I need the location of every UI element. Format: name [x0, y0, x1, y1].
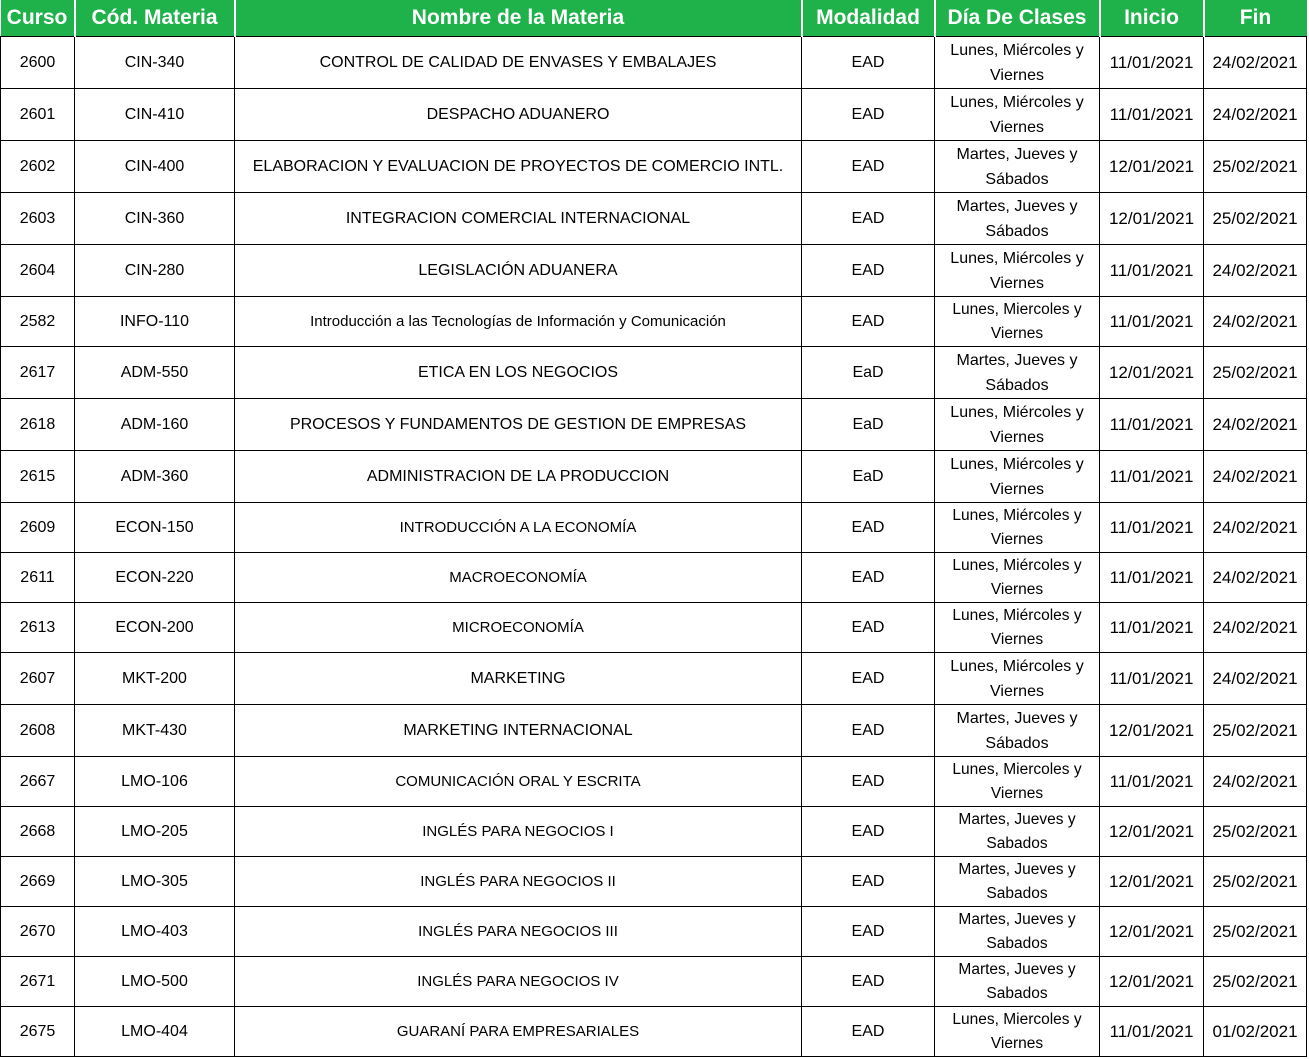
cell-nombre: LEGISLACIÓN ADUANERA	[235, 245, 802, 297]
cell-inicio: 11/01/2021	[1100, 653, 1204, 705]
cell-fin: 24/02/2021	[1204, 399, 1307, 451]
cell-fin: 24/02/2021	[1204, 757, 1307, 807]
cell-modalidad: EAD	[802, 957, 935, 1007]
cell-codigo: LMO-205	[75, 807, 235, 857]
table-row	[1, 503, 1307, 553]
cell-curso: 2603	[1, 193, 75, 245]
cell-fin: 24/02/2021	[1204, 553, 1307, 603]
cell-curso: 2618	[1, 399, 75, 451]
cell-dia: Lunes, Miercoles y Viernes	[935, 757, 1100, 807]
cell-codigo: LMO-404	[75, 1007, 235, 1057]
cell-nombre: INTRODUCCIÓN A LA ECONOMÍA	[235, 503, 802, 553]
table-row	[1, 347, 1307, 399]
cell-nombre: GUARANÍ PARA EMPRESARIALES	[235, 1007, 802, 1057]
cell-codigo: ECON-220	[75, 553, 235, 603]
cell-curso: 2675	[1, 1007, 75, 1057]
cell-modalidad: EAD	[802, 807, 935, 857]
cell-dia: Lunes, Miércoles y Viernes	[935, 37, 1100, 89]
cell-inicio: 12/01/2021	[1100, 957, 1204, 1007]
cell-dia: Lunes, Miércoles y Viernes	[935, 503, 1100, 553]
cell-curso: 2671	[1, 957, 75, 1007]
cell-inicio: 11/01/2021	[1100, 757, 1204, 807]
header-row	[1, 0, 1307, 37]
cell-modalidad: EAD	[802, 907, 935, 957]
cell-codigo: ADM-160	[75, 399, 235, 451]
table-row	[1, 245, 1307, 297]
cell-inicio: 11/01/2021	[1100, 553, 1204, 603]
header-fin: Fin	[1204, 0, 1307, 37]
cell-modalidad: EAD	[802, 757, 935, 807]
cell-curso: 2600	[1, 37, 75, 89]
cell-curso: 2602	[1, 141, 75, 193]
cell-modalidad: EAD	[802, 603, 935, 653]
cell-fin: 25/02/2021	[1204, 807, 1307, 857]
cell-dia: Martes, Jueves y Sábados	[935, 705, 1100, 757]
cell-inicio: 12/01/2021	[1100, 193, 1204, 245]
cell-codigo: ADM-550	[75, 347, 235, 399]
cell-nombre: Introducción a las Tecnologías de Información y Comunicación	[235, 297, 802, 347]
cell-fin: 25/02/2021	[1204, 705, 1307, 757]
cell-nombre: ADMINISTRACION DE LA PRODUCCION	[235, 451, 802, 503]
cell-dia: Lunes, Miércoles y Viernes	[935, 653, 1100, 705]
cell-fin: 24/02/2021	[1204, 297, 1307, 347]
cell-nombre: INGLÉS PARA NEGOCIOS II	[235, 857, 802, 907]
cell-modalidad: EAD	[802, 245, 935, 297]
table-row	[1, 705, 1307, 757]
cell-dia: Martes, Jueves y Sábados	[935, 193, 1100, 245]
cell-nombre: ETICA EN LOS NEGOCIOS	[235, 347, 802, 399]
table-row	[1, 451, 1307, 503]
cell-fin: 25/02/2021	[1204, 857, 1307, 907]
cell-nombre: COMUNICACIÓN ORAL Y ESCRITA	[235, 757, 802, 807]
cell-curso: 2615	[1, 451, 75, 503]
cell-dia: Lunes, Miércoles y Viernes	[935, 89, 1100, 141]
cell-curso: 2667	[1, 757, 75, 807]
cell-curso: 2617	[1, 347, 75, 399]
cell-fin: 24/02/2021	[1204, 37, 1307, 89]
cell-dia: Lunes, Miércoles y Viernes	[935, 245, 1100, 297]
table-row	[1, 193, 1307, 245]
table-row	[1, 141, 1307, 193]
header-nombre: Nombre de la Materia	[235, 0, 802, 37]
cell-nombre: INTEGRACION COMERCIAL INTERNACIONAL	[235, 193, 802, 245]
cell-codigo: MKT-200	[75, 653, 235, 705]
cell-codigo: CIN-280	[75, 245, 235, 297]
cell-codigo: LMO-106	[75, 757, 235, 807]
cell-nombre: ELABORACION Y EVALUACION DE PROYECTOS DE COMERCIO INTL.	[235, 141, 802, 193]
cell-nombre: INGLÉS PARA NEGOCIOS I	[235, 807, 802, 857]
table-row	[1, 757, 1307, 807]
cell-nombre: CONTROL DE CALIDAD DE ENVASES Y EMBALAJES	[235, 37, 802, 89]
header-inicio: Inicio	[1100, 0, 1204, 37]
cell-fin: 24/02/2021	[1204, 653, 1307, 705]
cell-codigo: LMO-305	[75, 857, 235, 907]
cell-fin: 25/02/2021	[1204, 193, 1307, 245]
cell-modalidad: EaD	[802, 347, 935, 399]
cell-inicio: 12/01/2021	[1100, 857, 1204, 907]
header-curso: Curso	[1, 0, 75, 37]
cell-curso: 2582	[1, 297, 75, 347]
table-row	[1, 297, 1307, 347]
cell-nombre: INGLÉS PARA NEGOCIOS III	[235, 907, 802, 957]
cell-nombre: DESPACHO ADUANERO	[235, 89, 802, 141]
cell-codigo: ECON-200	[75, 603, 235, 653]
cell-fin: 25/02/2021	[1204, 141, 1307, 193]
cell-codigo: INFO-110	[75, 297, 235, 347]
cell-codigo: ADM-360	[75, 451, 235, 503]
header-modalidad: Modalidad	[802, 0, 935, 37]
cell-codigo: ECON-150	[75, 503, 235, 553]
cell-inicio: 11/01/2021	[1100, 89, 1204, 141]
table-row	[1, 807, 1307, 857]
cell-codigo: MKT-430	[75, 705, 235, 757]
cell-modalidad: EAD	[802, 857, 935, 907]
cell-nombre: PROCESOS Y FUNDAMENTOS DE GESTION DE EMPRESAS	[235, 399, 802, 451]
table-row	[1, 1007, 1307, 1057]
cell-modalidad: EAD	[802, 705, 935, 757]
cell-inicio: 12/01/2021	[1100, 807, 1204, 857]
cell-dia: Martes, Jueves y Sabados	[935, 907, 1100, 957]
cell-inicio: 11/01/2021	[1100, 245, 1204, 297]
cell-inicio: 11/01/2021	[1100, 1007, 1204, 1057]
cell-curso: 2613	[1, 603, 75, 653]
cell-dia: Lunes, Miércoles y Viernes	[935, 603, 1100, 653]
cell-dia: Lunes, Miércoles y Viernes	[935, 553, 1100, 603]
cell-modalidad: EaD	[802, 399, 935, 451]
cell-inicio: 11/01/2021	[1100, 399, 1204, 451]
cell-inicio: 12/01/2021	[1100, 141, 1204, 193]
cell-fin: 25/02/2021	[1204, 957, 1307, 1007]
cell-modalidad: EaD	[802, 451, 935, 503]
cell-curso: 2607	[1, 653, 75, 705]
cell-curso: 2608	[1, 705, 75, 757]
header-codigo: Cód. Materia	[75, 0, 235, 37]
cell-dia: Martes, Jueves y Sabados	[935, 957, 1100, 1007]
cell-curso: 2668	[1, 807, 75, 857]
cell-dia: Lunes, Miercoles y Viernes	[935, 1007, 1100, 1057]
cell-dia: Lunes, Miércoles y Viernes	[935, 451, 1100, 503]
cell-nombre: INGLÉS PARA NEGOCIOS IV	[235, 957, 802, 1007]
cell-nombre: MARKETING	[235, 653, 802, 705]
cell-modalidad: EAD	[802, 37, 935, 89]
table-row	[1, 399, 1307, 451]
table-row	[1, 653, 1307, 705]
cell-inicio: 12/01/2021	[1100, 705, 1204, 757]
cell-dia: Lunes, Miercoles y Viernes	[935, 297, 1100, 347]
cell-dia: Martes, Jueves y Sábados	[935, 141, 1100, 193]
cell-codigo: LMO-500	[75, 957, 235, 1007]
table-row	[1, 603, 1307, 653]
cell-codigo: CIN-410	[75, 89, 235, 141]
header-dia: Día De Clases	[935, 0, 1100, 37]
cell-fin: 24/02/2021	[1204, 603, 1307, 653]
cell-dia: Martes, Jueves y Sabados	[935, 857, 1100, 907]
table-row	[1, 553, 1307, 603]
cell-modalidad: EAD	[802, 553, 935, 603]
cell-modalidad: EAD	[802, 193, 935, 245]
cell-dia: Martes, Jueves y Sabados	[935, 807, 1100, 857]
table-row	[1, 37, 1307, 89]
cell-modalidad: EAD	[802, 653, 935, 705]
cell-modalidad: EAD	[802, 297, 935, 347]
cell-modalidad: EAD	[802, 89, 935, 141]
cell-nombre: MARKETING INTERNACIONAL	[235, 705, 802, 757]
cell-inicio: 11/01/2021	[1100, 603, 1204, 653]
cell-fin: 01/02/2021	[1204, 1007, 1307, 1057]
cell-codigo: CIN-360	[75, 193, 235, 245]
cell-curso: 2670	[1, 907, 75, 957]
cell-curso: 2604	[1, 245, 75, 297]
cell-dia: Martes, Jueves y Sábados	[935, 347, 1100, 399]
cell-codigo: LMO-403	[75, 907, 235, 957]
cell-codigo: CIN-340	[75, 37, 235, 89]
cell-dia: Lunes, Miércoles y Viernes	[935, 399, 1100, 451]
cell-codigo: CIN-400	[75, 141, 235, 193]
table-row	[1, 957, 1307, 1007]
cell-fin: 24/02/2021	[1204, 503, 1307, 553]
cell-inicio: 11/01/2021	[1100, 503, 1204, 553]
cell-inicio: 12/01/2021	[1100, 347, 1204, 399]
cell-fin: 25/02/2021	[1204, 907, 1307, 957]
table-row	[1, 857, 1307, 907]
cell-curso: 2609	[1, 503, 75, 553]
cell-fin: 25/02/2021	[1204, 347, 1307, 399]
cell-curso: 2601	[1, 89, 75, 141]
cell-curso: 2669	[1, 857, 75, 907]
cell-nombre: MICROECONOMÍA	[235, 603, 802, 653]
table-row	[1, 89, 1307, 141]
table-row	[1, 907, 1307, 957]
cell-fin: 24/02/2021	[1204, 89, 1307, 141]
cell-inicio: 11/01/2021	[1100, 451, 1204, 503]
cell-inicio: 11/01/2021	[1100, 297, 1204, 347]
cell-curso: 2611	[1, 553, 75, 603]
cell-fin: 24/02/2021	[1204, 451, 1307, 503]
cell-modalidad: EAD	[802, 1007, 935, 1057]
cell-nombre: MACROECONOMÍA	[235, 553, 802, 603]
cell-modalidad: EAD	[802, 503, 935, 553]
cell-inicio: 12/01/2021	[1100, 907, 1204, 957]
cell-inicio: 11/01/2021	[1100, 37, 1204, 89]
cell-fin: 24/02/2021	[1204, 245, 1307, 297]
cell-modalidad: EAD	[802, 141, 935, 193]
